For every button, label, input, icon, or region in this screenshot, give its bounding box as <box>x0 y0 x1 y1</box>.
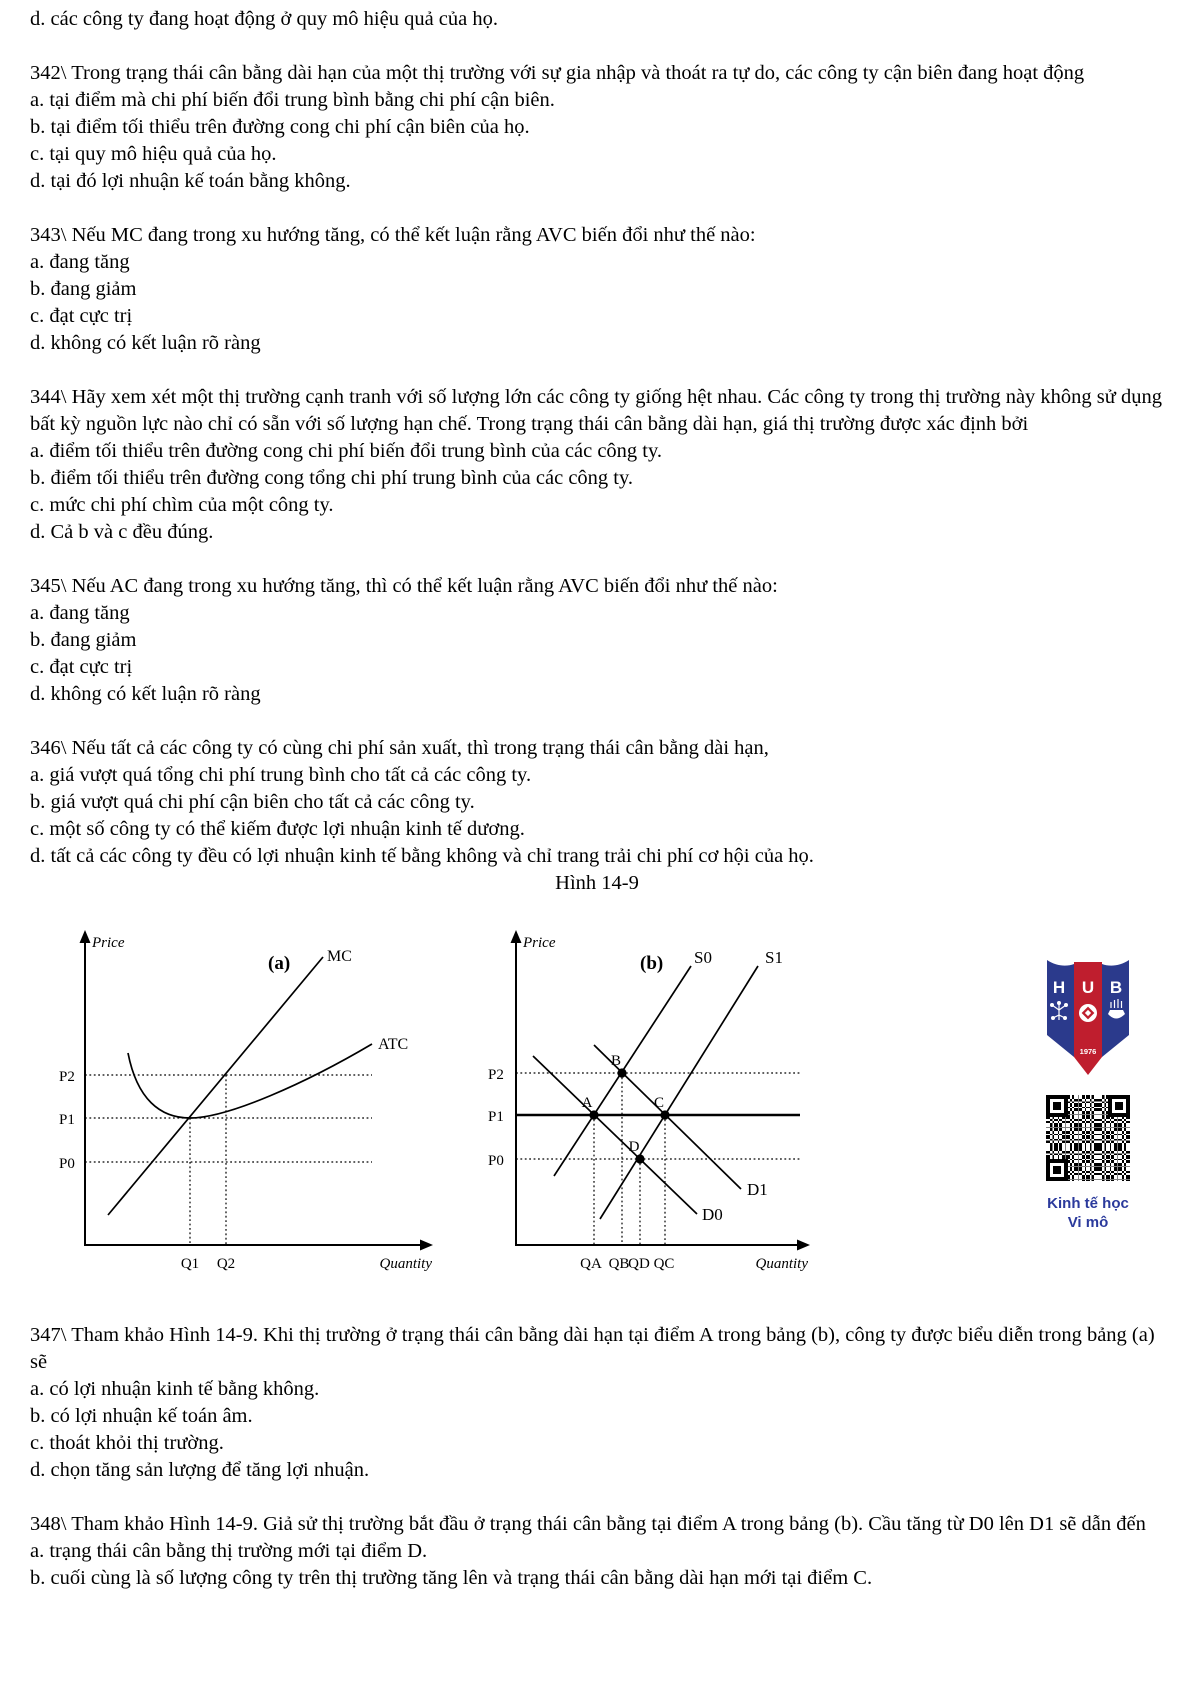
logo-year: 1976 <box>1079 1047 1097 1056</box>
question-option: a. giá vượt quá tổng chi phí trung bình cho tất cả các công ty. <box>30 764 532 786</box>
logo-caption-line1: Kinh tế học <box>1047 1195 1129 1212</box>
coin-icon <box>1079 1004 1097 1022</box>
question-option: c. đạt cực trị <box>30 656 133 678</box>
x-axis-arrow <box>797 1240 810 1251</box>
question-option: a. có lợi nhuận kinh tế bằng không. <box>30 1378 320 1400</box>
figure-14-9 <box>0 927 1190 1295</box>
question-option: d. Cả b và c đều đúng. <box>30 521 214 543</box>
question-option: b. điểm tối thiểu trên đường cong tổng chi phí trung bình của các công ty. <box>30 467 634 489</box>
question-option: a. đang tăng <box>30 602 130 624</box>
question-prompt: 347\ Tham khảo Hình 14-9. Khi thị trường ở trạng thái cân bằng dài hạn tại điểm A trong bảng (b), công ty được biểu diễn trong bảng (a) sẽ <box>30 1324 1155 1373</box>
shield-right-panel <box>1102 960 1129 1057</box>
d1-curve-label: D1 <box>747 1180 768 1199</box>
question-prompt: 345\ Nếu AC đang trong xu hướng tăng, thì có thể kết luận rằng AVC biến đổi như thế nào: <box>30 575 778 597</box>
tick-p0: P0 <box>488 1153 504 1169</box>
question-option: b. tại điểm tối thiểu trên đường cong chi phí cận biên của họ. <box>30 116 530 138</box>
s1-curve-label: S1 <box>765 948 783 967</box>
point-d-dot <box>635 1154 644 1163</box>
question-option: c. đạt cực trị <box>30 305 133 327</box>
tick-qb: QB <box>608 1256 630 1272</box>
logo-letter-b: B <box>1109 978 1123 997</box>
d0-curve <box>533 1056 697 1214</box>
point-c-dot <box>660 1110 669 1119</box>
tick-qa: QA <box>580 1256 602 1272</box>
question-option: b. đang giảm <box>30 278 137 300</box>
question-option: c. tại quy mô hiệu quả của họ. <box>30 143 277 165</box>
point-b-label: B <box>610 1053 622 1069</box>
atc-curve <box>128 1044 372 1118</box>
panel-a-label: (a) <box>268 953 291 974</box>
question-prompt: 344\ Hãy xem xét một thị trường cạnh tranh với số lượng lớn các công ty giống hệt nhau. Các công ty trong thị trường này không sử dụng bất kỳ nguồn lực nào chỉ có sẵn với số lượng hạn chế. Trong trạng thái cân bằng dài hạn, giá thị trường được xác định bởi <box>30 386 1163 435</box>
figure-title: Hình 14-9 <box>555 872 639 894</box>
question-345 <box>30 573 1164 708</box>
question-option: d. không có kết luận rõ ràng <box>30 683 261 705</box>
question-344 <box>30 384 1164 546</box>
tick-p1: P1 <box>488 1109 504 1125</box>
tick-p2: P2 <box>59 1069 75 1085</box>
question-option: a. tại điểm mà chi phí biến đổi trung bình bằng chi phí cận biên. <box>30 89 555 111</box>
question-prompt: 348\ Tham khảo Hình 14-9. Giả sử thị trường bắt đầu ở trạng thái cân bằng tại điểm A trong bảng (b). Cầu tăng từ D0 lên D1 sẽ dẫn đến <box>30 1513 1146 1535</box>
question-343 <box>30 222 1164 357</box>
question-prompt: 342\ Trong trạng thái cân bằng dài hạn của một thị trường với sự gia nhập và thoát ra tự do, các công ty cận biên đang hoạt động <box>30 62 1085 84</box>
point-d-label: D <box>628 1139 640 1155</box>
point-a-label: A <box>581 1095 593 1111</box>
question-option: c. thoát khỏi thị trường. <box>30 1432 224 1454</box>
question-option: a. trạng thái cân bằng thị trường mới tại điểm D. <box>30 1540 428 1562</box>
question-option: b. cuối cùng là số lượng công ty trên thị trường tăng lên và trạng thái cân bằng dài hạn mới tại điểm C. <box>30 1567 873 1589</box>
panel-a-chart <box>40 927 440 1295</box>
panel-b-chart <box>440 927 840 1295</box>
price-axis-label: Price <box>92 935 125 951</box>
s1-curve <box>600 966 758 1219</box>
qr-finder-icon <box>1046 1095 1068 1117</box>
tick-p1: P1 <box>59 1112 75 1128</box>
qr-finder-icon <box>1046 1159 1068 1181</box>
s0-curve-label: S0 <box>694 948 712 967</box>
atc-curve-label: ATC <box>378 1036 409 1053</box>
mc-curve-label: MC <box>327 948 352 965</box>
tick-p0: P0 <box>59 1156 75 1172</box>
question-prompt: 346\ Nếu tất cả các công ty có cùng chi phí sản xuất, thì trong trạng thái cân bằng dài hạn, <box>30 737 769 759</box>
hub-shield-logo <box>1044 954 1132 1080</box>
question-option: d. không có kết luận rõ ràng <box>30 332 261 354</box>
question-option: b. có lợi nhuận kế toán âm. <box>30 1405 253 1427</box>
question-option: d. tại đó lợi nhuận kế toán bằng không. <box>30 170 351 192</box>
question-347 <box>30 1322 1164 1484</box>
qr-code <box>1043 1092 1133 1184</box>
question-346 <box>30 735 1164 870</box>
tick-q1: Q1 <box>180 1256 200 1272</box>
quantity-axis-label: Quantity <box>379 1256 432 1272</box>
x-axis-arrow <box>420 1240 433 1251</box>
question-option: c. một số công ty có thể kiếm được lợi nhuận kinh tế dương. <box>30 818 525 840</box>
question-prompt: 343\ Nếu MC đang trong xu hướng tăng, có thể kết luận rằng AVC biến đổi như thế nào: <box>30 224 756 246</box>
question-342 <box>30 60 1164 195</box>
leading-option: d. các công ty đang hoạt động ở quy mô hiệu quả của họ. <box>30 8 498 30</box>
y-axis-arrow <box>511 930 522 943</box>
branding-column <box>1042 954 1134 1232</box>
logo-letter-u: U <box>1081 978 1095 997</box>
question-348 <box>30 1511 1164 1592</box>
panel-b-label: (b) <box>640 953 664 974</box>
logo-caption-line2: Vi mô <box>1067 1214 1109 1231</box>
tick-q2: Q2 <box>216 1256 236 1272</box>
point-a-dot <box>589 1110 598 1119</box>
tick-qc: QC <box>653 1256 675 1272</box>
question-option: a. điểm tối thiểu trên đường cong chi phí biến đổi trung bình của các công ty. <box>30 440 663 462</box>
tick-p2: P2 <box>488 1067 504 1083</box>
logo-letter-h: H <box>1052 978 1066 997</box>
quantity-axis-label: Quantity <box>755 1256 808 1272</box>
y-axis-arrow <box>80 930 91 943</box>
question-option: b. giá vượt quá chi phí cận biên cho tất cả các công ty. <box>30 791 475 813</box>
question-option: d. tất cả các công ty đều có lợi nhuận kinh tế bằng không và chỉ trang trải chi phí cơ hội của họ. <box>30 845 814 867</box>
d0-curve-label: D0 <box>702 1205 723 1224</box>
tick-qd: QD <box>628 1256 650 1272</box>
price-axis-label: Price <box>523 935 556 951</box>
question-option: c. mức chi phí chìm của một công ty. <box>30 494 334 516</box>
point-b-dot <box>617 1068 626 1077</box>
question-option: a. đang tăng <box>30 251 130 273</box>
qr-finder-icon <box>1108 1095 1130 1117</box>
question-option: d. chọn tăng sản lượng để tăng lợi nhuận. <box>30 1459 370 1481</box>
question-option: b. đang giảm <box>30 629 137 651</box>
point-c-label: C <box>653 1095 665 1111</box>
